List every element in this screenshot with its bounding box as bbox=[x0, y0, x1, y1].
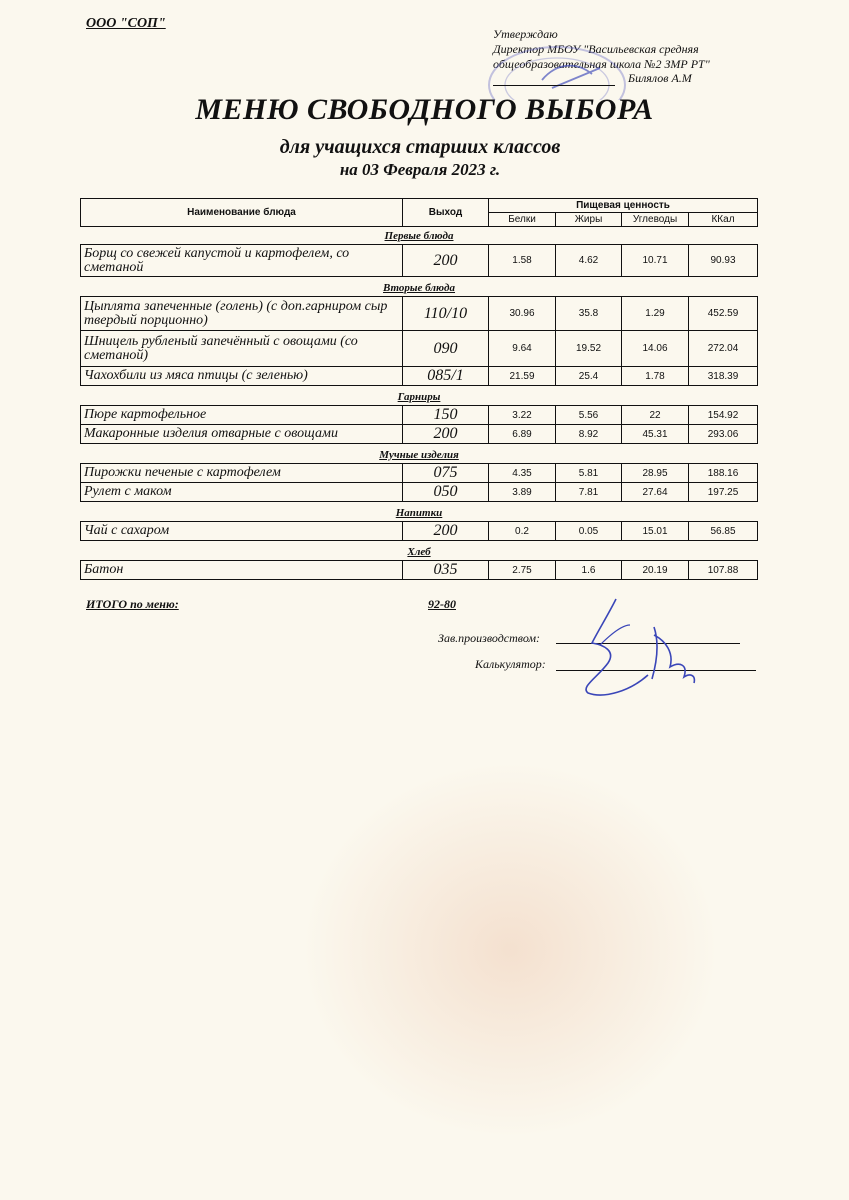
dish-kcal: 197.25 bbox=[689, 483, 758, 502]
dish-portion: 200 bbox=[403, 425, 489, 444]
dish-fat: 5.56 bbox=[556, 406, 622, 425]
header-carbs: Углеводы bbox=[622, 213, 689, 227]
table-row bbox=[81, 297, 758, 331]
section-title: Первые блюда bbox=[384, 229, 454, 242]
total-value: 92-80 bbox=[428, 597, 456, 611]
dish-protein: 9.64 bbox=[489, 331, 556, 367]
dish-name: Чай с сахаром bbox=[81, 522, 403, 541]
dish-protein: 6.89 bbox=[489, 425, 556, 444]
header-protein: Белки bbox=[489, 213, 556, 227]
dish-name: Батон bbox=[81, 561, 403, 580]
dish-name: Чахохбили из мяса птицы (с зеленью) bbox=[81, 367, 403, 386]
dish-protein: 4.35 bbox=[489, 464, 556, 483]
table-row bbox=[81, 367, 758, 386]
dish-carbs: 45.31 bbox=[622, 425, 689, 444]
dish-carbs: 27.64 bbox=[622, 483, 689, 502]
dish-fat: 8.92 bbox=[556, 425, 622, 444]
calculator-label: Калькулятор: bbox=[475, 657, 546, 671]
dish-name: Цыплята запеченные (голень) (с доп.гарниром сыр твердый порционно) bbox=[81, 297, 403, 331]
dish-portion: 035 bbox=[403, 561, 489, 580]
section-title: Напитки bbox=[395, 506, 443, 519]
dish-name: Пирожки печеные с картофелем bbox=[81, 464, 403, 483]
dish-kcal: 107.88 bbox=[689, 561, 758, 580]
total-label: ИТОГО по меню: bbox=[86, 597, 179, 611]
section-title: Хлеб bbox=[407, 545, 431, 558]
header-dish: Наименование блюда bbox=[81, 199, 403, 227]
dish-fat: 35.8 bbox=[556, 297, 622, 331]
section-title: Гарниры bbox=[397, 390, 441, 403]
dish-fat: 0.05 bbox=[556, 522, 622, 541]
approval-signature-line bbox=[493, 85, 615, 86]
table-row bbox=[81, 483, 758, 502]
dish-fat: 5.81 bbox=[556, 464, 622, 483]
dish-protein: 0.2 bbox=[489, 522, 556, 541]
table-row bbox=[81, 425, 758, 444]
dish-protein: 30.96 bbox=[489, 297, 556, 331]
dish-carbs: 10.71 bbox=[622, 245, 689, 277]
dish-kcal: 452.59 bbox=[689, 297, 758, 331]
section-title: Вторые блюда bbox=[383, 281, 456, 294]
dish-portion: 085/1 bbox=[403, 367, 489, 386]
dish-carbs: 28.95 bbox=[622, 464, 689, 483]
dish-name: Макаронные изделия отварные с овощами bbox=[81, 425, 403, 444]
dish-name: Борщ со свежей капустой и картофелем, со сметаной bbox=[81, 245, 403, 277]
dish-kcal: 272.04 bbox=[689, 331, 758, 367]
dish-portion: 090 bbox=[403, 331, 489, 367]
header-fat: Жиры bbox=[556, 213, 622, 227]
dish-fat: 25.4 bbox=[556, 367, 622, 386]
menu-table bbox=[80, 198, 758, 580]
dish-kcal: 154.92 bbox=[689, 406, 758, 425]
approval-line-2: Директор МБОУ "Васильевская средняя bbox=[493, 42, 699, 56]
dish-name: Пюре картофельное bbox=[81, 406, 403, 425]
dish-kcal: 56.85 bbox=[689, 522, 758, 541]
dish-carbs: 20.19 bbox=[622, 561, 689, 580]
dish-portion: 110/10 bbox=[403, 297, 489, 331]
table-row bbox=[81, 522, 758, 541]
table-row bbox=[81, 406, 758, 425]
dish-carbs: 1.78 bbox=[622, 367, 689, 386]
dish-carbs: 22 bbox=[622, 406, 689, 425]
table-row bbox=[81, 561, 758, 580]
organization-name: ООО "СОП" bbox=[86, 16, 166, 31]
header-portion: Выход bbox=[403, 199, 489, 227]
section-title: Мучные изделия bbox=[379, 448, 459, 461]
approval-line-3: общеобразовательная школа №2 ЗМР РТ" bbox=[493, 57, 710, 71]
page-subtitle: для учащихся старших классов bbox=[279, 136, 561, 158]
dish-kcal: 188.16 bbox=[689, 464, 758, 483]
dish-portion: 150 bbox=[403, 406, 489, 425]
dish-fat: 7.81 bbox=[556, 483, 622, 502]
dish-protein: 3.89 bbox=[489, 483, 556, 502]
handwritten-signature-icon bbox=[570, 595, 720, 700]
dish-portion: 075 bbox=[403, 464, 489, 483]
dish-protein: 21.59 bbox=[489, 367, 556, 386]
paper-stain bbox=[300, 760, 720, 1140]
dish-protein: 3.22 bbox=[489, 406, 556, 425]
round-stamp-icon bbox=[482, 40, 632, 100]
header-nutrition: Пищевая ценность bbox=[489, 199, 758, 213]
table-row bbox=[81, 245, 758, 277]
dish-portion: 200 bbox=[403, 522, 489, 541]
approval-signer: Билялов А.М bbox=[628, 71, 692, 85]
dish-carbs: 1.29 bbox=[622, 297, 689, 331]
dish-protein: 1.58 bbox=[489, 245, 556, 277]
dish-fat: 19.52 bbox=[556, 331, 622, 367]
dish-name: Рулет с маком bbox=[81, 483, 403, 502]
approval-line-1: Утверждаю bbox=[493, 27, 558, 41]
table-row bbox=[81, 464, 758, 483]
dish-portion: 200 bbox=[403, 245, 489, 277]
header-kcal: ККал bbox=[689, 213, 758, 227]
dish-kcal: 318.39 bbox=[689, 367, 758, 386]
dish-fat: 1.6 bbox=[556, 561, 622, 580]
dish-carbs: 15.01 bbox=[622, 522, 689, 541]
menu-date: на 03 Февраля 2023 г. bbox=[339, 160, 501, 179]
page-title: МЕНЮ СВОБОДНОГО ВЫБОРА bbox=[195, 93, 654, 126]
table-row bbox=[81, 331, 758, 367]
dish-carbs: 14.06 bbox=[622, 331, 689, 367]
dish-kcal: 90.93 bbox=[689, 245, 758, 277]
dish-name: Шницель рубленый запечённый с овощами (со сметаной) bbox=[81, 331, 403, 367]
production-manager-label: Зав.производством: bbox=[438, 631, 541, 645]
dish-portion: 050 bbox=[403, 483, 489, 502]
dish-fat: 4.62 bbox=[556, 245, 622, 277]
dish-kcal: 293.06 bbox=[689, 425, 758, 444]
dish-protein: 2.75 bbox=[489, 561, 556, 580]
